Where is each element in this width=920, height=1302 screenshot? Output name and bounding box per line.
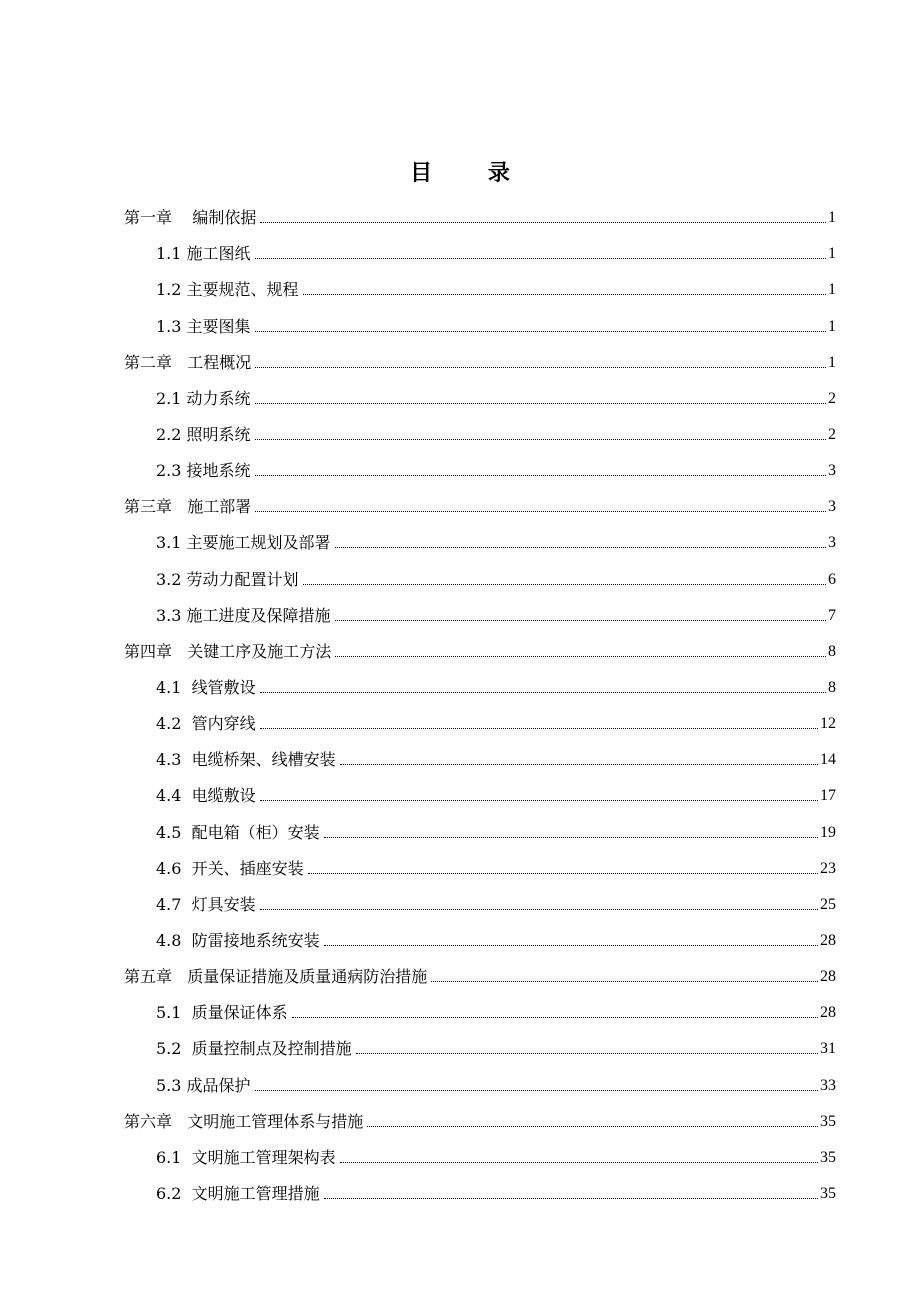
toc-entry-page-number: 8 <box>828 678 836 696</box>
toc-dot-leader <box>255 439 826 440</box>
toc-section-entry[interactable] <box>124 919 836 955</box>
toc-section-entry[interactable] <box>124 702 836 738</box>
toc-entry-label: 2.1 动力系统 <box>156 388 251 408</box>
toc-section-entry[interactable] <box>124 991 836 1027</box>
toc-section-entry[interactable] <box>124 1027 836 1063</box>
toc-entry-label: 1.2 主要规范、规程 <box>156 280 299 300</box>
toc-entry-page-number: 35 <box>820 1184 836 1202</box>
toc-section-entry[interactable] <box>124 304 836 340</box>
toc-section-entry[interactable] <box>124 449 836 485</box>
toc-entry-page-number: 17 <box>820 787 836 805</box>
toc-entry-label: 4.5 配电箱（柜）安装 <box>156 822 320 842</box>
toc-entry-page-number: 8 <box>828 642 836 660</box>
toc-entry-label: 4.4 电缆敷设 <box>156 786 256 806</box>
toc-dot-leader <box>255 511 826 512</box>
toc-dot-leader <box>335 656 826 657</box>
toc-section-entry[interactable] <box>124 847 836 883</box>
toc-entry-label: 4.1 线管敷设 <box>156 677 256 697</box>
toc-dot-leader <box>324 837 818 838</box>
toc-entry-page-number: 7 <box>828 606 836 624</box>
toc-entry-page-number: 3 <box>828 462 836 480</box>
toc-dot-leader <box>335 620 826 621</box>
toc-section-entry[interactable] <box>124 413 836 449</box>
toc-section-entry[interactable] <box>124 1136 836 1172</box>
toc-section-entry[interactable] <box>124 232 836 268</box>
toc-chapter-entry[interactable] <box>124 485 836 521</box>
toc-entry-label: 第二章 工程概况 <box>124 352 252 372</box>
toc-dot-leader <box>260 728 818 729</box>
toc-entry-label: 第一章 编制依据 <box>124 208 257 228</box>
toc-section-entry[interactable] <box>124 268 836 304</box>
toc-dot-leader <box>308 873 818 874</box>
toc-entry-label: 3.3 施工进度及保障措施 <box>156 605 331 625</box>
toc-section-entry[interactable] <box>124 738 836 774</box>
toc-entry-label: 5.1 质量保证体系 <box>156 1003 288 1023</box>
toc-chapter-entry[interactable] <box>124 955 836 991</box>
toc-dot-leader <box>335 547 826 548</box>
toc-entry-page-number: 14 <box>820 751 836 769</box>
toc-entry-label: 1.3 主要图集 <box>156 316 251 336</box>
toc-entry-page-number: 28 <box>820 1004 836 1022</box>
toc-entry-page-number: 33 <box>820 1076 836 1094</box>
toc-entry-label: 4.7 灯具安装 <box>156 894 256 914</box>
toc-dot-leader <box>356 1053 818 1054</box>
toc-section-entry[interactable] <box>124 1063 836 1099</box>
toc-entry-label: 第五章 质量保证措施及质量通病防治措施 <box>124 967 428 987</box>
toc-entry-label: 第四章 关键工序及施工方法 <box>124 641 332 661</box>
toc-entry-label: 5.2 质量控制点及控制措施 <box>156 1039 352 1059</box>
toc-entry-page-number: 23 <box>820 859 836 877</box>
toc-dot-leader <box>255 403 826 404</box>
toc-entry-label: 2.3 接地系统 <box>156 461 251 481</box>
toc-dot-leader <box>260 222 826 223</box>
toc-dot-leader <box>255 258 826 259</box>
toc-entry-page-number: 1 <box>828 353 836 371</box>
toc-dot-leader <box>340 1162 818 1163</box>
toc-section-entry[interactable] <box>124 666 836 702</box>
toc-dot-leader <box>324 1198 818 1199</box>
toc-entry-page-number: 6 <box>828 570 836 588</box>
toc-entry-page-number: 1 <box>828 209 836 227</box>
toc-section-entry[interactable] <box>124 521 836 557</box>
toc-dot-leader <box>303 584 826 585</box>
toc-section-entry[interactable] <box>124 774 836 810</box>
toc-entry-label: 1.1 施工图纸 <box>156 244 251 264</box>
toc-entry-label: 4.8 防雷接地系统安装 <box>156 930 320 950</box>
toc-dot-leader <box>255 475 826 476</box>
toc-entry-page-number: 35 <box>820 1148 836 1166</box>
toc-chapter-entry[interactable] <box>124 341 836 377</box>
toc-section-entry[interactable] <box>124 883 836 919</box>
toc-dot-leader <box>431 981 818 982</box>
toc-entry-label: 3.2 劳动力配置计划 <box>156 569 299 589</box>
toc-title: 目 录 <box>410 160 534 186</box>
toc-entry-label: 第三章 施工部署 <box>124 497 252 517</box>
toc-section-entry[interactable] <box>124 557 836 593</box>
toc-entry-label: 5.3 成品保护 <box>156 1075 251 1095</box>
toc-dot-leader <box>292 1017 818 1018</box>
toc-dot-leader <box>260 692 826 693</box>
toc-entry-page-number: 1 <box>828 281 836 299</box>
toc-chapter-entry[interactable] <box>124 630 836 666</box>
toc-entry-label: 4.6 开关、插座安装 <box>156 858 304 878</box>
toc-entry-page-number: 1 <box>828 317 836 335</box>
toc-dot-leader <box>260 800 818 801</box>
toc-entry-page-number: 28 <box>820 931 836 949</box>
toc-dot-leader <box>367 1126 818 1127</box>
toc-entry-page-number: 3 <box>828 534 836 552</box>
toc-entry-label: 6.2 文明施工管理措施 <box>156 1183 320 1203</box>
toc-dot-leader <box>324 945 818 946</box>
toc-entry-page-number: 3 <box>828 498 836 516</box>
toc-entry-page-number: 12 <box>820 715 836 733</box>
toc-entry-page-number: 35 <box>820 1112 836 1130</box>
toc-entry-page-number: 2 <box>828 389 836 407</box>
toc-entry-page-number: 19 <box>820 823 836 841</box>
toc-dot-leader <box>303 294 826 295</box>
toc-section-entry[interactable] <box>124 1172 836 1208</box>
toc-dot-leader <box>255 331 826 332</box>
toc-dot-leader <box>260 909 818 910</box>
toc-dot-leader <box>255 367 826 368</box>
toc-section-entry[interactable] <box>124 810 836 846</box>
toc-entry-page-number: 1 <box>828 245 836 263</box>
toc-chapter-entry[interactable] <box>124 196 836 232</box>
toc-entry-page-number: 31 <box>820 1040 836 1058</box>
toc-entry-label: 4.2 管内穿线 <box>156 714 256 734</box>
toc-entry-page-number: 28 <box>820 968 836 986</box>
toc-dot-leader <box>255 1090 818 1091</box>
toc-dot-leader <box>340 764 818 765</box>
toc-entry-label: 4.3 电缆桥架、线槽安装 <box>156 750 336 770</box>
toc-chapter-entry[interactable] <box>124 1100 836 1136</box>
toc-section-entry[interactable] <box>124 594 836 630</box>
toc-entry-label: 3.1 主要施工规划及部署 <box>156 533 331 553</box>
toc-section-entry[interactable] <box>124 377 836 413</box>
toc-list <box>124 196 836 1208</box>
toc-entry-label: 6.1 文明施工管理架构表 <box>156 1147 336 1167</box>
toc-entry-label: 2.2 照明系统 <box>156 424 251 444</box>
toc-entry-page-number: 25 <box>820 895 836 913</box>
toc-entry-label: 第六章 文明施工管理体系与措施 <box>124 1111 364 1131</box>
toc-entry-page-number: 2 <box>828 425 836 443</box>
